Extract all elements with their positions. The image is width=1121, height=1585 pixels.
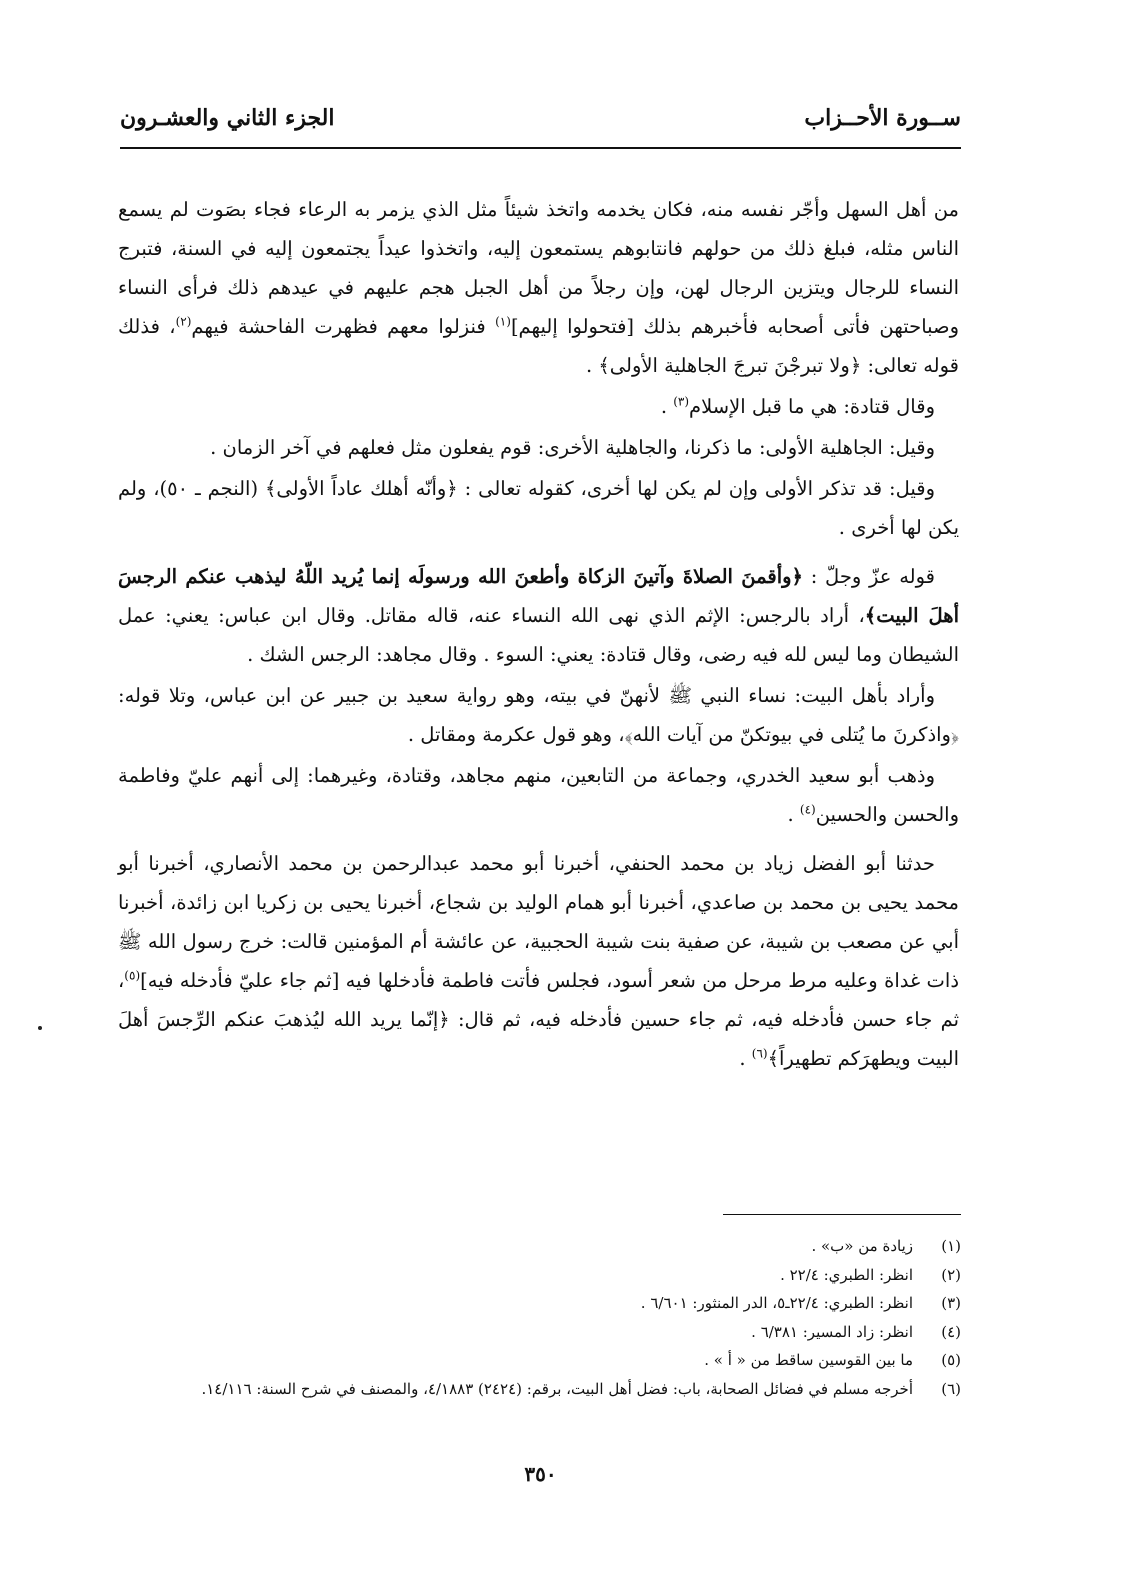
running-header xyxy=(120,98,961,138)
footnote-ref[interactable]: (٥) xyxy=(124,968,141,983)
text-run: فنزلوا معهم فظهرت الفاحشة فيهم xyxy=(191,315,496,338)
quran-verse: ﴿وأقمنَ الصلاةَ وآتينَ الزكاة وأطعنَ الله ورسولَه إنما يُريد اللّهُ ليذهب عنكم الرجسَ أهلَ البيت﴾ xyxy=(118,565,959,627)
footnote-number: (٣) xyxy=(941,1294,961,1312)
footnote-text: انظر: زاد المسير: ٦/٣٨١ . xyxy=(751,1322,913,1341)
header-divider xyxy=(120,147,961,149)
footnote-text: انظر: الطبري: ٢٢/٤ . xyxy=(780,1265,913,1284)
text-run: وذهب أبو سعيد الخدري، وجماعة من التابعين، منهم مجاهد، وقتادة، وغيرهما: إلى أنهم عليّ وفاطمة والحسن والحسين xyxy=(118,764,959,826)
scan-speck xyxy=(38,1026,42,1030)
text-run: ، ثم جاء حسن فأدخله فيه، ثم جاء حسين فأدخله فيه، ثم قال: ﴿إنّما يريد الله ليُذهبَ عنكم الرِّجسَ أهلَ البيت ويطهرَكم تطهيراً﴾ xyxy=(118,969,959,1070)
paragraph: وقيل: قد تذكر الأولى وإن لم يكن لها أخرى، كقوله تعالى : ﴿وأنّه أهلك عاداً الأولى﴾ (النجم ـ ٥٠)، ولم يكن لها أخرى . xyxy=(118,477,959,539)
footnote xyxy=(118,1346,961,1375)
footnote-text: أخرجه مسلم في فضائل الصحابة، باب: فضل أهل البيت، برقم: (٢٤٢٤) ٤/١٨٨٣، والمصنف في شرح السنة: ١٤/١١٦. xyxy=(201,1379,913,1398)
footnote-number: (٢) xyxy=(941,1265,961,1284)
page-number: ٣٥٠ xyxy=(524,1462,557,1486)
footnote xyxy=(118,1375,961,1404)
text-run: وقال قتادة: هي ما قبل الإسلام xyxy=(689,395,935,418)
footnote-number: (٤) xyxy=(941,1322,961,1341)
paragraph xyxy=(118,756,959,834)
footnote-number: (٦) xyxy=(941,1379,961,1398)
text-run: . xyxy=(660,395,674,418)
part-title: الجزء الثاني والعشـرون xyxy=(120,105,335,131)
footnote xyxy=(118,1261,961,1290)
footnote-ref[interactable]: (٤) xyxy=(799,802,816,817)
footnote-ref[interactable]: (٣) xyxy=(673,394,690,409)
text-run: . xyxy=(787,803,800,826)
text-run: ، أراد بالرجس: الإثم الذي نهى الله النساء عنه، قاله مقاتل. وقال ابن عباس: يعني: عمل الشيطان وما ليس لله فيه رضى، وقال قتادة: يعني: السوء . وقال مجاهد: الرجس الشك . xyxy=(118,604,959,666)
text-run: قوله عزّ وجلّ : xyxy=(802,565,935,588)
footnote-ref[interactable]: (٦) xyxy=(751,1046,768,1061)
footnote-text: ما بين القوسين ساقط من « أ » . xyxy=(704,1351,913,1369)
footnote xyxy=(118,1289,961,1318)
footnote xyxy=(118,1232,961,1261)
footnote xyxy=(118,1318,961,1347)
main-text xyxy=(118,190,959,1080)
text-run: . xyxy=(739,1047,752,1070)
footnotes xyxy=(118,1232,961,1403)
text-run: ، فذلك قوله تعالى: ﴿ولا تبرجْنَ تبرجَ الجاهلية الأولى﴾ . xyxy=(118,315,959,377)
footnote-text: انظر: الطبري: ٢٢/٤ـ٥، الدر المنثور: ٦/٦٠١ . xyxy=(640,1294,913,1312)
text-run: من أهل السهل وأجّر نفسه منه، فكان يخدمه واتخذ شيئاً مثل الذي يزمر به الرعاء فجاء بصَوت لم يسمع الناس مثله، فبلغ ذلك من حولهم فانتابوهم يستمعون إليه، واتخذوا عيداً يجتمعون إليه في السنة، فتبرج النساء للرجال ويتزين الرجال لهن، وإن رجلاً من أهل الجبل هجم عليهم في عيدهم ذلك فرأى النساء وصباحتهن فأتى أصحابه فأخبرهم بذلك [فتحولوا إليهم] xyxy=(118,198,959,338)
footnote-ref[interactable]: (١) xyxy=(495,314,511,329)
footnote-divider xyxy=(723,1214,961,1215)
surah-title: ســورة الأحــزاب xyxy=(804,105,961,131)
paragraph xyxy=(118,190,959,385)
paragraph xyxy=(118,387,959,426)
footnote-text: زيادة من «ب» . xyxy=(811,1237,913,1255)
text-run: حدثنا أبو الفضل زياد بن محمد الحنفي، أخبرنا أبو محمد عبدالرحمن بن محمد الأنصاري، أخبرنا أبو محمد يحيى بن محمد بن صاعدي، أخبرنا أبو همام الوليد بن شجاع، أخبرنا يحيى بن زكريا ابن زائدة، أخبرنا أبي عن مصعب بن شيبة، عن صفية بنت شيبة الحجبية، عن عائشة أم المؤمنين قالت: خرج رسول الله ﷺ ذات غداة وعليه مرط مرحل من شعر أسود، فجلس فأتت فاطمة فأدخلها فيه [ثم جاء عليّ فأدخله فيه] xyxy=(118,852,959,992)
footnote-ref[interactable]: (٢) xyxy=(175,314,192,329)
paragraph: وأراد بأهل البيت: نساء النبي ﷺ لأنهنّ في بيته، وهو رواية سعيد بن جبير عن ابن عباس، وتلا قوله: ﴿واذكرنَ ما يُتلى في بيوتكنّ من آيات الله﴾، وهو قول عكرمة ومقاتل . xyxy=(118,684,959,746)
paragraph: وقيل: الجاهلية الأولى: ما ذكرنا، والجاهلية الأخرى: قوم يفعلون مثل فعلهم في آخر الزمان . xyxy=(210,436,935,459)
paragraph xyxy=(118,557,959,674)
paragraph xyxy=(118,844,959,1078)
footnote-number: (١) xyxy=(941,1237,961,1255)
footnote-number: (٥) xyxy=(941,1351,961,1369)
